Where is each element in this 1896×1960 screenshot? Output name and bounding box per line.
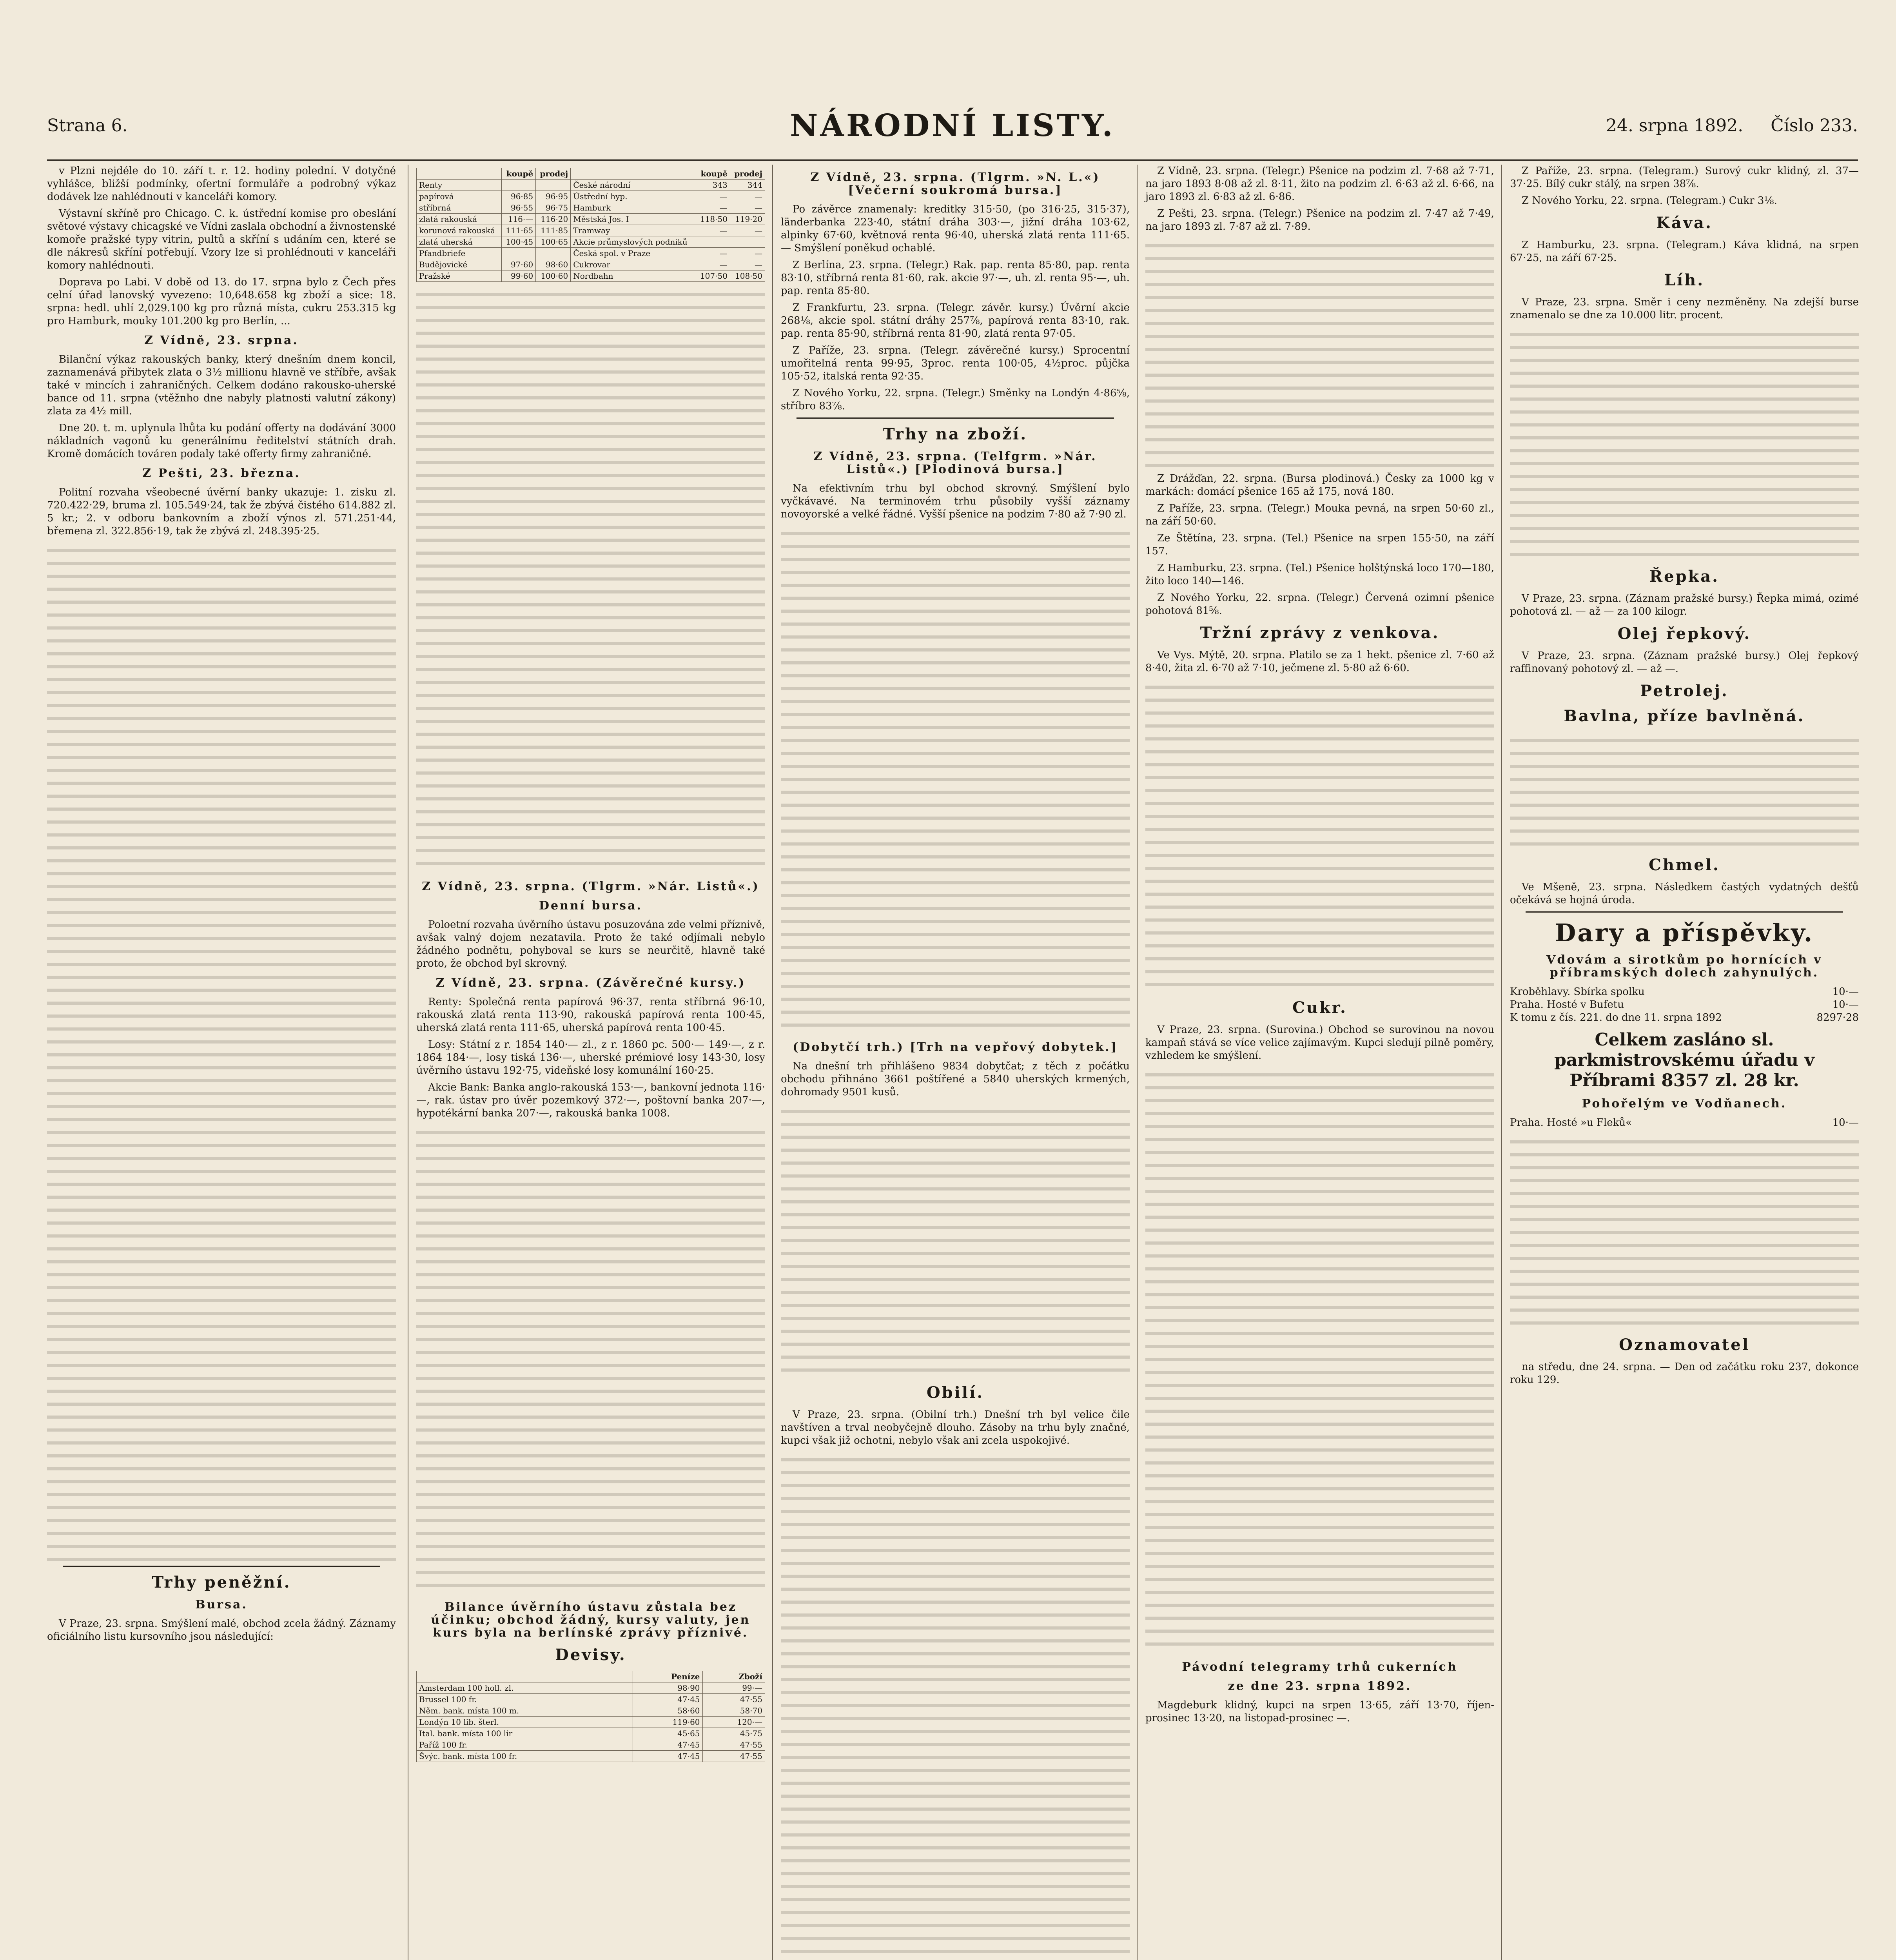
paragraph: Doprava po Labi. V době od 13. do 17. srpna bylo z Čech přes celní úřad lanovský vyvezeno: 10,648.658 kg zboží a sice: 18. srpna: hedl. uhlí 2,029.100 kg pro různá místa, cukru 253.315 kg pro Hamburk, mouky 101.200 kg pro Berlín, ... — [47, 276, 396, 327]
stock-quote-table — [416, 168, 765, 282]
donor-amount: 10·— — [1832, 986, 1859, 998]
table-cell: 96·85 — [502, 191, 536, 202]
paragraph: Losy: Státní z r. 1854 140·— zl., z r. 1860 pc. 500·— 149·—, z r. 1864 184·—, losy tiská 136·—, uherské prémiové losy 143·30, losy úvěrního ústavu 192·75, videňské losy komunální 160·25. — [416, 1039, 765, 1076]
section-heading-announcer: Oznamovatel — [1619, 1336, 1750, 1354]
section-heading: Pávodní telegramy trhů cukerních — [1182, 1660, 1458, 1674]
section-heading-commodities: Trhy na zboží. — [883, 425, 1028, 443]
table-header: Peníze — [633, 1671, 702, 1682]
table-cell — [730, 236, 765, 248]
table-cell: Ital. bank. místa 100 lir — [417, 1728, 633, 1739]
table-cell: Ústřední hyp. — [571, 191, 696, 202]
table-cell: 97·60 — [502, 259, 536, 270]
table-cell: 96·75 — [536, 202, 571, 214]
table-cell: Něm. bank. místa 100 m. — [417, 1705, 633, 1717]
section-heading-rapeseed: Řepka. — [1649, 567, 1720, 586]
table-row — [417, 1705, 765, 1717]
issue-number: Číslo 233. — [1771, 116, 1858, 136]
table-cell — [536, 180, 571, 191]
table-cell: papírová — [417, 191, 502, 202]
section-heading-regional: Tržní zprávy z venkova. — [1200, 624, 1440, 642]
paragraph: Ze Štětína, 23. srpna. (Tel.) Pšenice na srpen 155·50, na září 157. — [1145, 532, 1494, 557]
table-cell: 58·70 — [702, 1705, 765, 1717]
text-body — [1510, 1133, 1859, 1329]
table-cell: 47·55 — [702, 1739, 765, 1751]
table-row — [417, 214, 765, 225]
section-heading: (Dobytčí trh.) [Trh na vepřový dobytek.] — [793, 1040, 1118, 1054]
date-issue — [1606, 116, 1858, 136]
table-cell: České národní — [571, 180, 696, 191]
section-heading-money-markets: Trhy peněžní. — [152, 1573, 291, 1592]
text-body — [1145, 1066, 1494, 1654]
paragraph: Dne 20. t. m. uplynula lhůta ku podání offerty na dodávání 3000 nákladních vagonů ku generálnímu ředitelství státních drah. Kromě domácích továren podaly také offerty firmy zahraničné. — [47, 422, 396, 460]
paragraph: Poloetní rozvaha úvěrního ústavu posuzována zde velmi příznivě, avšak valný dojem nezatavila. Proto že také odjímali nebylo žádného podnětu, pohyboval se kurs se neurčitě, hlavně také proto, že obchod byl skrovný. — [416, 919, 765, 969]
table-cell: — — [696, 248, 730, 259]
donor-amount: 10·— — [1832, 999, 1859, 1011]
paragraph: na středu, dne 24. srpna. — Den od začátku roku 237, dokonce roku 129. — [1510, 1361, 1859, 1386]
table-cell: Švýc. bank. místa 100 fr. — [417, 1751, 633, 1762]
table-cell: zlatá rakouská — [417, 214, 502, 225]
paragraph: Z Paříže, 23. srpna. (Telegr.) Mouka pevná, na srpen 50·60 zl., na září 50·60. — [1145, 503, 1494, 527]
table-header-row — [417, 168, 765, 180]
column-3 — [772, 165, 1138, 1960]
table-cell: — — [696, 191, 730, 202]
table-cell: — — [696, 225, 730, 236]
donor-name: Kroběhlavy. Sbírka spolku — [1510, 986, 1645, 998]
paragraph: V Praze, 23. srpna. Smýšlení malé, obchod zcela žádný. Záznamy oficiálního listu kursovního jsou následující: — [47, 1618, 396, 1642]
table-cell: stříbrná — [417, 202, 502, 214]
table-cell: 343 — [696, 180, 730, 191]
table-cell: Městská Jos. I — [571, 214, 696, 225]
table-cell: 47·45 — [633, 1694, 702, 1705]
column-1 — [47, 165, 404, 1960]
table-row — [417, 1728, 765, 1739]
table-cell: 118·50 — [696, 214, 730, 225]
column-5 — [1501, 165, 1859, 1960]
table-row — [417, 180, 765, 191]
text-body — [1145, 679, 1494, 992]
table-cell: 119·60 — [633, 1717, 702, 1728]
table-header: koupě — [696, 168, 730, 180]
table-row — [417, 1682, 765, 1694]
subtotal-label: K tomu z čís. 221. do dne 11. srpna 1892 — [1510, 1012, 1722, 1024]
section-heading-grain: Obilí. — [926, 1383, 984, 1402]
table-row — [417, 1694, 765, 1705]
paragraph: Ve Vys. Mýtě, 20. srpna. Platilo se za 1 hekt. pšenice zl. 7·60 až 8·40, žita zl. 6·70 až 7·10, ječmene zl. 5·80 až 6·60. — [1145, 649, 1494, 674]
text-columns — [47, 165, 1858, 1960]
table-cell: 99·— — [702, 1682, 765, 1694]
masthead-title: NÁRODNÍ LISTY. — [790, 108, 1115, 143]
table-cell: Brussel 100 fr. — [417, 1694, 633, 1705]
table-header: koupě — [502, 168, 536, 180]
page-number: Strana 6. — [47, 116, 128, 136]
table-row — [417, 236, 765, 248]
table-header: prodej — [536, 168, 571, 180]
paragraph: Z Hamburku, 23. srpna. (Tel.) Pšenice holštýnská loco 170—180, žito loco 140—146. — [1145, 562, 1494, 587]
table-cell: 344 — [730, 180, 765, 191]
table-cell: 96·55 — [502, 202, 536, 214]
table-row — [417, 225, 765, 236]
table-row — [417, 1739, 765, 1751]
section-subheading: Bursa. — [195, 1598, 248, 1612]
section-heading-rapeseed-oil: Olej řepkový. — [1617, 624, 1751, 643]
table-cell: Cukrovar — [571, 259, 696, 270]
table-cell: Nordbahn — [571, 270, 696, 282]
donation-subtotal — [1510, 1011, 1859, 1024]
section-heading: Z Vídně, 23. srpna. (Závěrečné kursy.) — [435, 976, 746, 990]
section-subheading: ze dne 23. srpna 1892. — [1228, 1679, 1412, 1693]
paragraph: Z Paříže, 23. srpna. (Telegr. závěrečné kursy.) Sprocentní umořitelná renta 99·95, 3proc. renta 100·05, 4½proc. půjčka 105·52, italská renta 92·35. — [781, 345, 1130, 382]
donation-campaign-title: Vdovám a sirotkům po hornících v příbramských dolech zahynulých. — [1546, 953, 1822, 980]
paragraph: Z Berlína, 23. srpna. (Telegr.) Rak. pap. renta 85·80, pap. renta 83·10, stříbrná renta 81·60, rak. akcie 97·—, uh. zl. renta 95·—, uh. pap. renta 85·80. — [781, 259, 1130, 297]
divider — [797, 417, 1114, 419]
paragraph: Na efektivním trhu byl obchod skrovný. Smýšlení bylo vyčkávavé. Na terminovém trhu působily vyšší záznamy novoyorské a velké řádné. Vyšší pšenice na podzim 7·80 až 7·90 zl. — [781, 483, 1130, 520]
table-row — [417, 270, 765, 282]
table-cell: — — [730, 191, 765, 202]
table-cell: 116·20 — [536, 214, 571, 225]
table-cell — [536, 248, 571, 259]
paragraph: V Praze, 23. srpna. (Obilní trh.) Dnešní trh byl velice čile navštíven a trval neobyčejně dlouho. Zásoby na trhu byly značné, kupci však již ochotni, nebylo však ani zcela uspokojivé. — [781, 1409, 1130, 1446]
table-cell: Česká spol. v Praze — [571, 248, 696, 259]
table-cell: korunová rakouská — [417, 225, 502, 236]
table-cell: 100·65 — [536, 236, 571, 248]
section-heading-coffee: Káva. — [1656, 214, 1713, 232]
paragraph: v Plzni nejdéle do 10. září t. r. 12. hodiny polední. V dotyčné vyhlášce, bližší podmínky, ofertní formuláře a podrobný výkaz dodávek lze nahlédnouti v kanceláři komory. — [47, 165, 396, 203]
table-cell: 47·45 — [633, 1751, 702, 1762]
table-cell: 108·50 — [730, 270, 765, 282]
table-cell: 99·60 — [502, 270, 536, 282]
text-body — [1510, 326, 1859, 561]
table-row — [417, 1717, 765, 1728]
table-row — [417, 202, 765, 214]
paragraph: Z Frankfurtu, 23. srpna. (Telegr. závěr. kursy.) Úvěrní akcie 268⅛, akcie spol. státní dráhy 257⅞, papírová renta 83·10, rak. pap. renta 85·90, stříbrná renta 81·90, zlatá renta 97·05. — [781, 302, 1130, 339]
table-cell: 45·65 — [633, 1728, 702, 1739]
section-heading-cotton: Bavlna, příze bavlněná. — [1564, 707, 1805, 725]
table-row — [417, 191, 765, 202]
table-cell: Paříž 100 fr. — [417, 1739, 633, 1751]
donor-entry — [1510, 985, 1859, 998]
table-cell: 47·55 — [702, 1751, 765, 1762]
table-cell: 98·90 — [633, 1682, 702, 1694]
table-cell: Pfandbriefe — [417, 248, 502, 259]
table-header: Zboží — [702, 1671, 765, 1682]
table-cell: — — [696, 202, 730, 214]
table-cell: 98·60 — [536, 259, 571, 270]
table-cell: Tramway — [571, 225, 696, 236]
paragraph: Ve Mšeně, 23. srpna. Následkem častých vydatných dešťů očekává se hojná úroda. — [1510, 881, 1859, 906]
paragraph: Z Nového Yorku, 22. srpna. (Telegr.) Směnky na Londýn 4·86⅝, stříbro 83⅞. — [781, 387, 1130, 412]
section-heading: Z Pešti, 23. března. — [142, 466, 301, 480]
paragraph: Z Nového Yorku, 22. srpna. (Telegram.) Cukr 3⅛. — [1522, 195, 1777, 207]
subtotal-value: 8297·28 — [1816, 1012, 1859, 1024]
donor-amount: 10·— — [1832, 1117, 1859, 1129]
table-header — [417, 1671, 633, 1682]
table-cell: Londýn 10 lib. šterl. — [417, 1717, 633, 1728]
column-2 — [408, 165, 773, 1960]
table-cell: Amsterdam 100 holl. zl. — [417, 1682, 633, 1694]
section-heading-petroleum: Petrolej. — [1640, 682, 1729, 700]
table-cell: 120·— — [702, 1717, 765, 1728]
text-body — [47, 542, 396, 1561]
divider — [63, 1566, 380, 1567]
paragraph: Z Nového Yorku, 22. srpna. (Telegr.) Červená ozimní pšenice pohotová 81⅝. — [1145, 592, 1494, 617]
donor-entry — [1510, 998, 1859, 1011]
table-cell: Hamburk — [571, 202, 696, 214]
table-cell: 100·60 — [536, 270, 571, 282]
table-row — [417, 248, 765, 259]
text-body — [1145, 237, 1494, 472]
paragraph: V Praze, 23. srpna. (Záznam pražské bursy.) Olej řepkový raffinovaný pohotový zl. — až —. — [1510, 650, 1859, 675]
paragraph: V Praze, 23. srpna. (Surovina.) Obchod se surovinou na novou kampaň stává se více velice zajímavým. Kupci sledují pilně poměry, vzhledem ke smýšlení. — [1145, 1024, 1494, 1062]
table-cell: — — [730, 202, 765, 214]
table-cell: 96·95 — [536, 191, 571, 202]
text-body — [781, 1103, 1130, 1377]
table-header: prodej — [730, 168, 765, 180]
table-cell: 47·45 — [633, 1739, 702, 1751]
paragraph: Politní rozvaha všeobecné úvěrní banky ukazuje: 1. zisku zl. 720.422·29, bruma zl. 105.549·24, tak že zbývá čistého 614.882 zl. 5 kr.; 2. v odboru bankovním a zboží výnos zl. 571.251·44, břemena zl. 322.856·19, tak že zbývá zl. 248.395·25. — [47, 486, 396, 537]
section-heading-devisy: Devisy. — [555, 1646, 626, 1664]
donation-total: Celkem zasláno sl. parkmistrovskému úřadu v Příbrami 8357 zl. 28 kr. — [1554, 1030, 1814, 1091]
table-cell: Renty — [417, 180, 502, 191]
section-heading: Z Vídně, 23. srpna. (Tlgrm. »Nár. Listů«.) — [422, 880, 760, 893]
donor-name: Praha. Hosté »u Fleků« — [1510, 1117, 1632, 1129]
table-cell: — — [730, 248, 765, 259]
table-cell: 58·60 — [633, 1705, 702, 1717]
paragraph: V Praze, 23. srpna. (Záznam pražské bursy.) Řepka mimá, ozimé pohotová zl. — až — za 100 kilogr. — [1510, 593, 1859, 617]
table-cell: zlatá uherská — [417, 236, 502, 248]
text-body — [1510, 732, 1859, 849]
donor-entry — [1510, 1116, 1859, 1129]
table-cell: 111·65 — [502, 225, 536, 236]
table-cell — [502, 248, 536, 259]
table-cell: 116·— — [502, 214, 536, 225]
donation-campaign-title: Pohořelým ve Vodňanech. — [1582, 1097, 1787, 1111]
paragraph: Bilanční výkaz rakouských banky, který dnešním dnem koncil, zaznamenává přibytek zlata o 3½ millionu hlavně ve stříbře, avšak také v mincích i zahraničných. Celkem dodáno rakousko-uherské bance od 11. srpna (vtěžnho dne nabyly platnosti valutní zákony) zlata za 4½ mill. — [47, 354, 396, 417]
section-heading-donations: Dary a příspěvky. — [1555, 918, 1814, 947]
paragraph: Z Hamburku, 23. srpna. (Telegram.) Káva klidná, na srpen 67·25, na září 67·25. — [1510, 239, 1859, 264]
section-heading-sugar: Cukr. — [1292, 998, 1347, 1017]
column-4 — [1137, 165, 1502, 1960]
paragraph: Z Drážďan, 22. srpna. (Bursa plodinová.) Česky za 1000 kg v markách: domácí pšenice 165 až 175, nová 180. — [1145, 473, 1494, 497]
section-heading-spirits: Líh. — [1664, 271, 1705, 289]
paragraph: Akcie Bank: Banka anglo-rakouská 153·—, bankovní jednota 116·—, rak. ústav pro úvěr pozemkový 372·—, poštovní banka 207·—, hypotékární banka 207·—, rakouská banka 1008. — [416, 1082, 765, 1119]
table-cell: Budějovické — [417, 259, 502, 270]
section-subheading: Denní bursa. — [539, 899, 642, 913]
table-cell: 45·75 — [702, 1728, 765, 1739]
table-row — [417, 259, 765, 270]
table-cell: 111·85 — [536, 225, 571, 236]
section-heading: Z Vídně, 23. srpna. (Tlgrm. »N. L.«) [Večerní soukromá bursa.] — [810, 171, 1100, 197]
paragraph: Z Pešti, 23. srpna. (Telegr.) Pšenice na podzim zl. 7·47 až 7·49, na jaro 1893 zl. 7·87 až zl. 7·89. — [1145, 208, 1494, 232]
paragraph: Z Paříže, 23. srpna. (Telegram.) Surový cukr klidný, zl. 37—37·25. Bílý cukr stálý, na srpen 38⅞. — [1510, 165, 1859, 190]
paragraph: Na dnešní trh přihlášeno 9834 dobytčat; z těch z počátku obchodu přihnáno 3661 poštířené a 5840 uherských krmených, dohromady 9501 kusů. — [781, 1060, 1130, 1098]
divider — [1526, 911, 1843, 913]
table-continuation — [416, 286, 765, 874]
paragraph: V Praze, 23. srpna. Směr i ceny nezměněny. Na zdejší burse znamenalo se dne za 10.000 litr. procent. — [1510, 296, 1859, 321]
table-cell: Akcie průmyslových podniků — [571, 236, 696, 248]
table-header — [571, 168, 696, 180]
table-cell: — — [730, 259, 765, 270]
table-cell: 47·55 — [702, 1694, 765, 1705]
table-cell: 119·20 — [730, 214, 765, 225]
text-body — [781, 525, 1130, 1034]
table-cell: — — [730, 225, 765, 236]
section-heading: Z Vídně, 23. srpna. — [144, 334, 299, 347]
donor-name: Praha. Hosté v Bufetu — [1510, 999, 1624, 1011]
table-row — [417, 1751, 765, 1762]
table-cell: 107·50 — [696, 270, 730, 282]
table-cell: Pražské — [417, 270, 502, 282]
paragraph: Po závěrce znamenaly: kreditky 315·50, (po 316·25, 315·37), länderbanka 223·40, státní dráha 303·—, jižní dráha 103·62, alpinky 67·60, květnová renta 96·40, uherská zlatá renta 111·65. — Smýšlení poněkud ochablé. — [781, 203, 1130, 254]
section-heading: Bilance úvěrního ústavu zůstala bez účinku; obchod žádný, kursy valuty, jen kurs byla na berlínské zprávy příznivé. — [431, 1600, 751, 1640]
page-header — [47, 100, 1858, 161]
issue-date: 24. srpna 1892. — [1606, 116, 1744, 136]
paragraph: Magdeburk klidný, kupci na srpen 13·65, září 13·70, říjen-prosinec 13·20, na listopad-prosinec —. — [1145, 1699, 1494, 1724]
paragraph: Výstavní skříně pro Chicago. C. k. ústřední komise pro obeslání světové výstavy chicagské ve Vídni zaslala obchodní a živnostenské komoře pražské typy vitrin, pultů a skříní s udáním cen, které se dle nákresů skříní potřebují. Vzory lze si prohlédnouti v kanceláři komory nahlédnouti. — [47, 208, 396, 271]
paragraph: Z Vídně, 23. srpna. (Telegr.) Pšenice na podzim zl. 7·68 až 7·71, na jaro 1893 8·08 až zl. 8·11, žito na podzim zl. 6·63 až zl. 6·66, na jaro 1893 zl. 6·83 až zl. 6·86. — [1145, 165, 1494, 203]
text-body — [781, 1451, 1130, 1960]
table-header — [417, 168, 502, 180]
section-subheading: Z Vídně, 23. srpna. (Telfgrm. »Nár. Listů«.) [Plodinová bursa.] — [813, 450, 1097, 476]
table-cell — [696, 236, 730, 248]
devisy-table — [416, 1671, 765, 1762]
table-cell — [502, 180, 536, 191]
section-heading-hops: Chmel. — [1649, 856, 1720, 874]
paragraph: Renty: Společná renta papírová 96·37, renta stříbrná 96·10, rakouská zlatá renta 113·90, rakouská papírová renta 100·45, uherská zlatá renta 111·65, uherská papírová renta 100·45. — [416, 996, 765, 1034]
text-body — [416, 1124, 765, 1594]
table-header-row — [417, 1671, 765, 1682]
table-cell: 100·45 — [502, 236, 536, 248]
table-cell: — — [696, 259, 730, 270]
